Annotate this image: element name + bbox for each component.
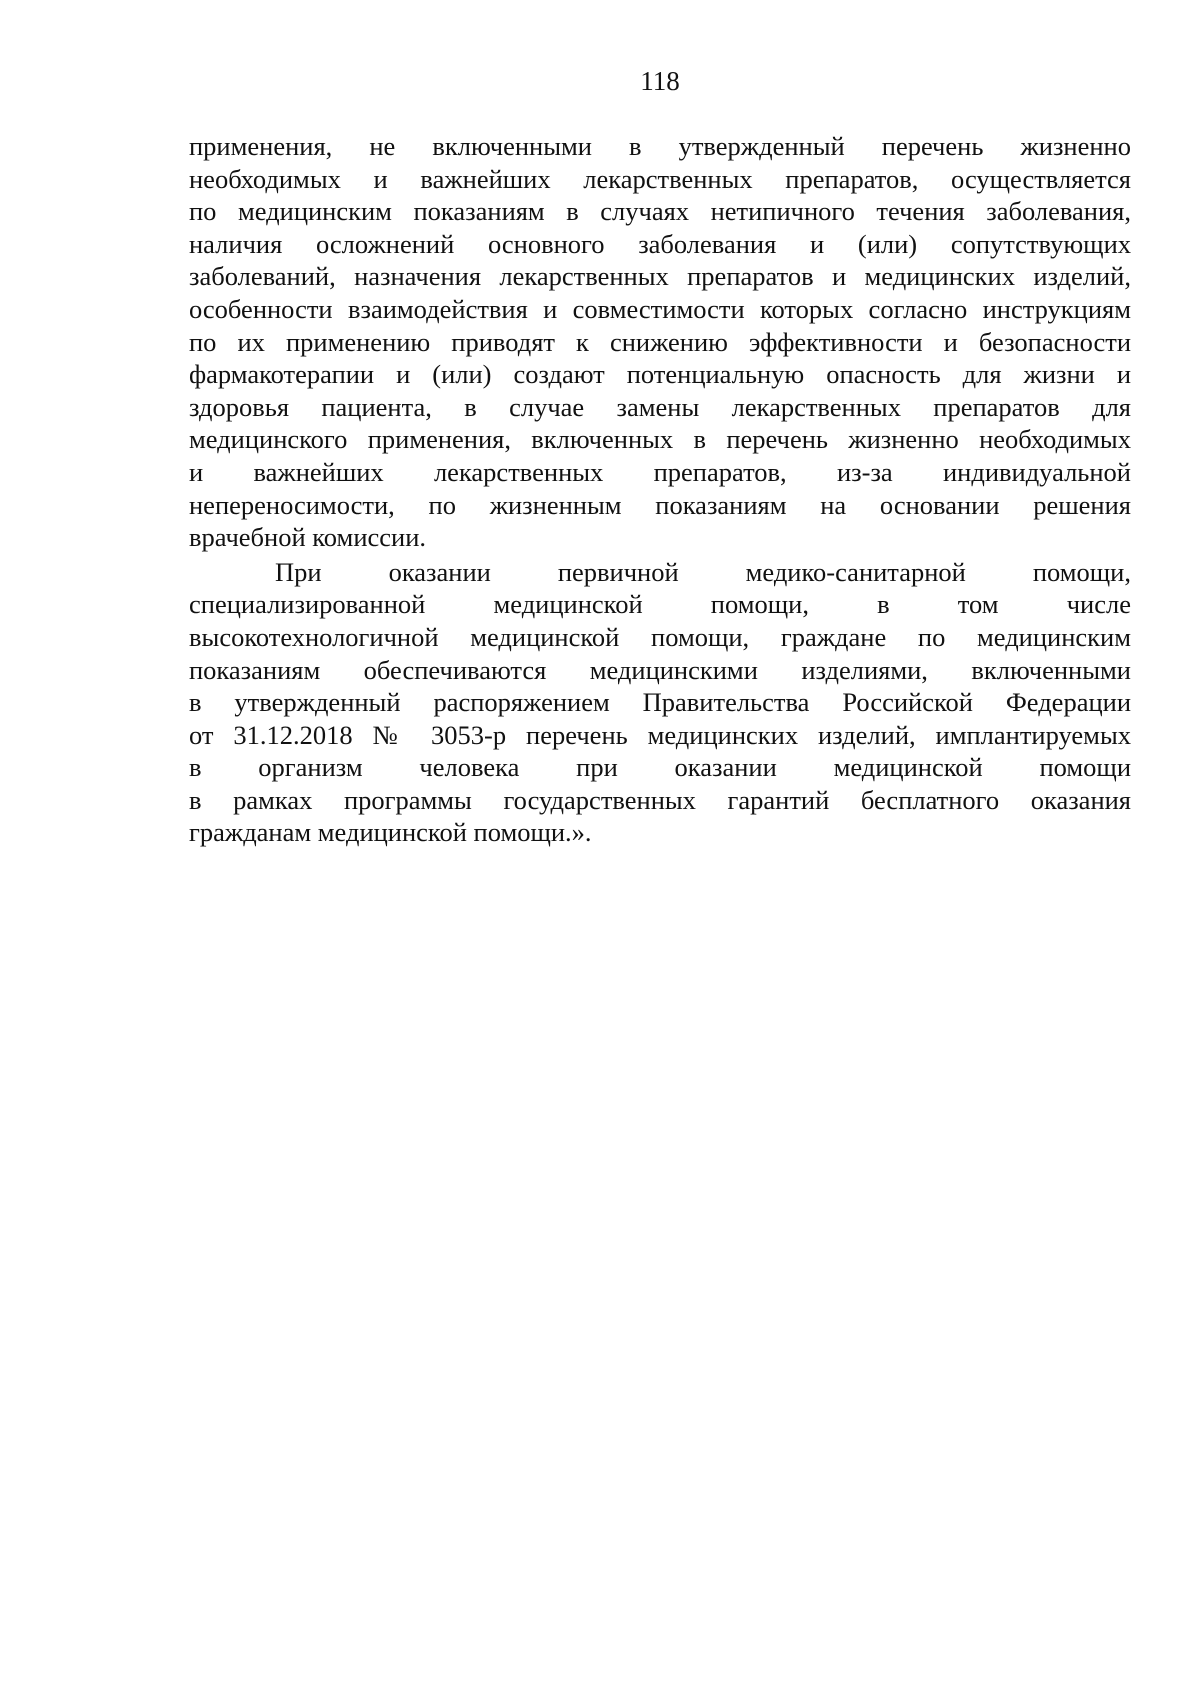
- text-line: фармакотерапии и (или) создают потенциальную опасность для жизни и: [189, 359, 1131, 390]
- text-line: специализированной медицинской помощи, в том числе: [189, 589, 1131, 620]
- text-line: здоровья пациента, в случае замены лекарственных препаратов для: [189, 391, 1131, 422]
- page-number: 118: [640, 66, 680, 96]
- text-line: и важнейших лекарственных препаратов, из-за индивидуальной: [189, 456, 1131, 487]
- text-line: необходимых и важнейших лекарственных препаратов, осуществляется: [189, 163, 1131, 194]
- paragraph-2: [189, 556, 1131, 849]
- text-line: особенности взаимодействия и совместимости которых согласно инструкциям: [189, 293, 1131, 324]
- text-line: в организм человека при оказании медицинской помощи: [189, 752, 1131, 783]
- text-line: применения, не включенными в утвержденный перечень жизненно: [189, 131, 1131, 161]
- text-line: заболеваний, назначения лекарственных препаратов и медицинских изделий,: [189, 261, 1131, 292]
- paragraph-1: [189, 130, 1131, 554]
- text-line: в рамках программы государственных гарантий бесплатного оказания: [189, 784, 1131, 815]
- text-line: по медицинским показаниям в случаях нетипичного течения заболевания,: [189, 196, 1131, 227]
- text-line: При оказании первичной медико-санитарной помощи,: [275, 556, 1131, 587]
- text-line: высокотехнологичной медицинской помощи, граждане по медицинским: [189, 621, 1131, 652]
- text-line: медицинского применения, включенных в перечень жизненно необходимых: [189, 424, 1131, 455]
- text-line: по их применению приводят к снижению эффективности и безопасности: [189, 326, 1131, 357]
- text-line: от 31.12.2018 № 3053-р перечень медицинских изделий, имплантируемых: [189, 719, 1131, 750]
- text-line: врачебной комиссии.: [189, 522, 427, 553]
- text-line: непереносимости, по жизненным показаниям на основании решения: [189, 489, 1131, 520]
- text-line: в утвержденный распоряжением Правительства Российской Федерации: [189, 687, 1131, 718]
- document-body: [189, 130, 1131, 849]
- text-line: наличия осложнений основного заболевания и (или) сопутствующих: [189, 228, 1131, 259]
- text-line: показаниям обеспечиваются медицинскими изделиями, включенными: [189, 654, 1131, 685]
- text-line: гражданам медицинской помощи.».: [189, 817, 592, 848]
